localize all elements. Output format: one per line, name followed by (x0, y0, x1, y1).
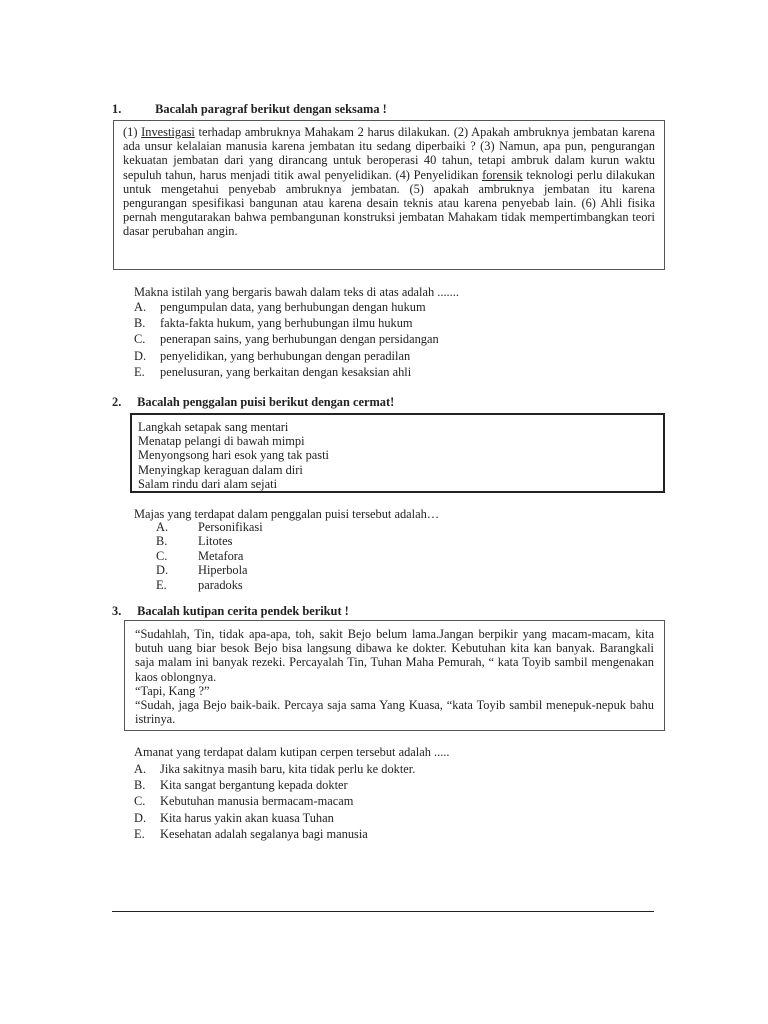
q1-heading: Bacalah paragraf berikut dengan seksama ! (155, 102, 387, 116)
q1-header (112, 102, 387, 117)
q1-underlined-term-2: forensik (482, 167, 523, 182)
q1-number: 1. (112, 102, 122, 116)
q2-poem-box (130, 413, 665, 493)
q2-options (156, 520, 263, 592)
q1-option-e[interactable]: E. penelusuran, yang berkaitan dengan kesaksian ahli (134, 364, 412, 379)
q3-number: 3. (112, 604, 122, 618)
q2-option-d[interactable]: D. Hiperbola (156, 563, 248, 578)
q3-passage-para-2: “Tapi, Kang ?” (135, 683, 210, 698)
q3-passage-box (124, 620, 665, 731)
q3-option-c[interactable]: C. Kebutuhan manusia bermacam-macam (134, 794, 354, 809)
q2-number: 2. (112, 395, 122, 409)
q3-options (134, 761, 415, 842)
q2-poem-line-5: Salam rindu dari alam sejati (138, 476, 278, 491)
q2-header (112, 395, 394, 410)
q3-header (112, 604, 349, 619)
q2-poem-line-3: Menyongsong hari esok yang tak pasti (138, 448, 329, 463)
q2-poem-line-2: Menatap pelangi di bawah mimpi (138, 434, 305, 449)
q3-heading: Bacalah kutipan cerita pendek berikut ! (137, 604, 349, 618)
q3-option-e[interactable]: E. Kesehatan adalah segalanya bagi manusia (134, 826, 368, 841)
q2-poem-line-4: Menyingkap keraguan dalam diri (138, 462, 303, 477)
q2-option-e[interactable]: E. paradoks (156, 577, 243, 592)
q3-passage-para-1: “Sudahlah, Tin, tidak apa-apa, toh, sakit Bejo belum lama.Jangan berpikir yang macam-macam, kita butuh uang biar besok Bejo bisa langsung dibawa ke dokter. Kebutuhan kita kan banyak. Barangkali saja malam ini banyak rezeki. Percayalah Tin, Tuhan Maha Pemurah, “ kata Toyib sambil mengenakan kaos oblongnya. (135, 627, 654, 684)
q2-option-b[interactable]: B. Litotes (156, 534, 233, 549)
q1-option-d[interactable]: D. penyelidikan, yang berhubungan dengan peradilan (134, 348, 411, 363)
q1-passage-text-1: (1) (123, 125, 142, 139)
q3-option-d[interactable]: D. Kita harus yakin akan kuasa Tuhan (134, 810, 334, 825)
q1-passage-text-2: terhadap ambruknya Mahakam 2 harus dilakukan. (2) Apakah ambruknya jembatan karena ada unsur kelalaian manusia karena jembatan itu sedang diperbaiki ? (3) Namun, apa pun, pengurangan kekuatan jembatan dari yang dirancang untuk beroperasi 40 tahun, tetapi ambruk dalam kurun waktu sepuluh tahun, harus menjadi titik awal penyelidikan. (4) Penyelidikan (123, 125, 656, 182)
q3-question: Amanat yang terdapat dalam kutipan cerpen tersebut adalah ..... (134, 745, 450, 759)
q1-question: Makna istilah yang bergaris bawah dalam teks di atas adalah ....... (134, 285, 459, 299)
q1-options (134, 299, 439, 380)
q2-poem-line-1: Langkah setapak sang mentari (138, 420, 289, 434)
q3-passage-para-3: “Sudah, jaga Bejo baik-baik. Percaya saja sama Yang Kuasa, “kata Toyib sambil menepuk-nepuk bahu istrinya. (135, 698, 654, 727)
q1-option-c[interactable]: C. penerapan sains, yang berhubungan dengan persidangan (134, 332, 439, 347)
q3-option-b[interactable]: B. Kita sangat bergantung kepada dokter (134, 778, 348, 793)
q2-heading: Bacalah penggalan puisi berikut dengan cermat! (137, 395, 395, 409)
q1-passage-text-3: teknologi perlu dilakukan untuk mengetahui penyebab ambruknya jembatan. (5) apakah ambruknya jembatan itu karena pengurangan spesifikasi bangunan atau karena desain teknis atau karena penyebab lain. (6) Ahli fisika pernah mengutarakan bahwa pembangunan konstruksi jembatan Mahakam tidak mempertimbangkan teori dasar perubahan angin. (123, 167, 655, 239)
q1-passage-box (113, 120, 665, 270)
q2-option-a[interactable]: A. Personifikasi (156, 520, 263, 534)
q1-option-a[interactable]: A. pengumpulan data, yang berhubungan dengan hukum (134, 300, 426, 314)
q2-option-c[interactable]: C. Metafora (156, 548, 244, 563)
q1-option-b[interactable]: B. fakta-fakta hukum, yang berhubungan ilmu hukum (134, 316, 413, 331)
q3-option-a[interactable]: A. Jika sakitnya masih baru, kita tidak perlu ke dokter. (134, 762, 416, 776)
footer-divider (112, 911, 654, 912)
q1-underlined-term-1: Investigasi (141, 125, 195, 139)
q2-question: Majas yang terdapat dalam penggalan puisi tersebut adalah… (134, 507, 440, 521)
